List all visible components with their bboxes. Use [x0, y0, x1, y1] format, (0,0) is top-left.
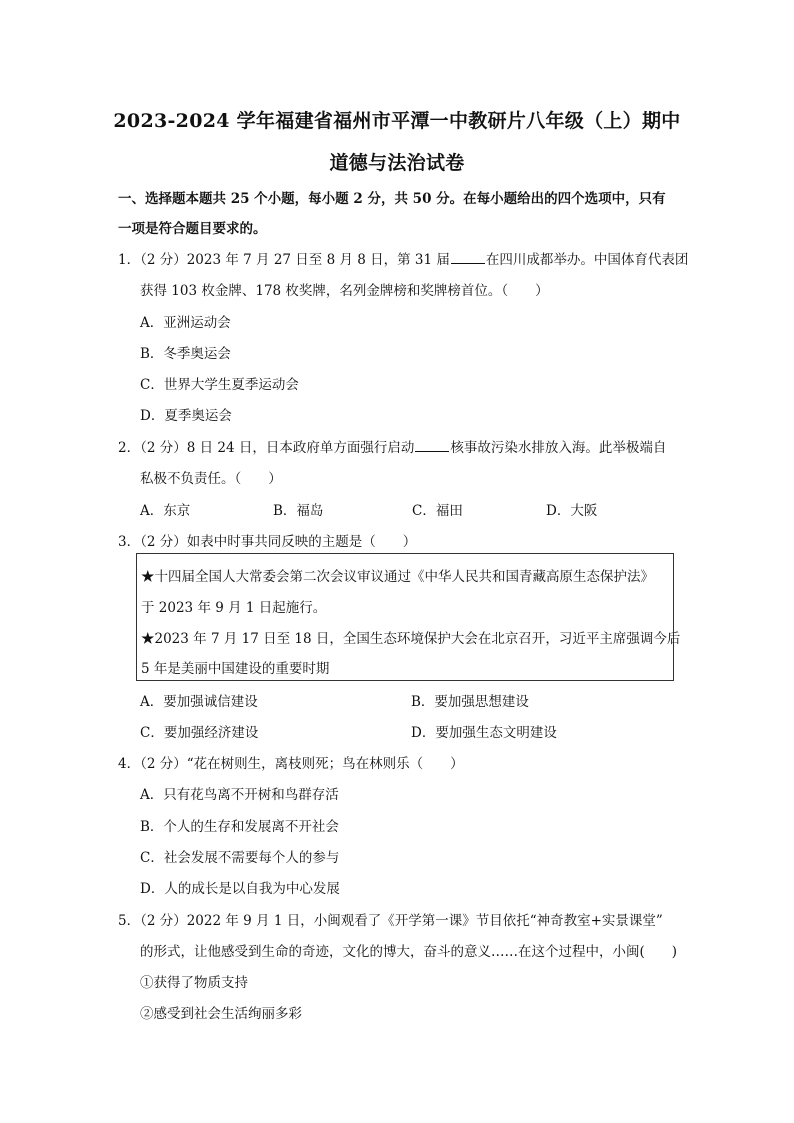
question-5-stem-b: 的形式，让他感受到生命的奇迹，文化的博大，奋斗的意义……在这个过程中，小闽( ): [140, 944, 678, 960]
question-1-stem-a: 1．（2 分）2023 年 7 月 27 日至 8 月 8 日，第 31 届: [118, 252, 450, 268]
question-1-option-a: A．亚洲运动会: [140, 315, 231, 331]
question-1-option-b: B．冬季奥运会: [140, 346, 231, 362]
question-3-stem: 3．（2 分）如表中时事共同反映的主题是（ ）: [118, 534, 417, 550]
question-3-option-b: B．要加强思想建设: [411, 694, 529, 710]
exam-title-line1: 2023-2024 学年福建省福州市平潭一中教研片八年级（上）期中: [113, 110, 681, 132]
question-4-option-a: A．只有花鸟离不开树和鸟群存活: [140, 787, 339, 803]
question-2-stem-a: 2．（2 分）8 日 24 日，日本政府单方面强行启动: [118, 440, 415, 456]
question-1-stem-b: 在四川成都举办。中国体育代表团: [485, 252, 689, 268]
news-item-2-line1: ★2023 年 7 月 17 日至 18 日，全国生态环境保护大会在北京召开，习近平主席强调今后: [141, 631, 681, 647]
question-1-option-c: C．世界大学生夏季运动会: [140, 377, 299, 393]
exam-title-line2: 道德与法治试卷: [329, 152, 465, 174]
question-2-option-b: B．福岛: [273, 503, 324, 519]
news-item-2-line2: 5 年是美丽中国建设的重要时期: [141, 661, 330, 677]
question-3-option-c: C．要加强经济建设: [140, 725, 259, 741]
question-3-option-d: D．要加强生态文明建设: [411, 725, 557, 741]
question-4-option-b: B．个人的生存和发展离不开社会: [140, 819, 339, 835]
section-heading-cont: 一项是符合题目要求的。: [118, 221, 267, 237]
question-5-stem-a: 5．（2 分）2022 年 9 月 1 日，小闽观看了《开学第一课》节目依托“神奇教室+实景课堂”: [118, 913, 663, 929]
news-item-1-line1: ★十四届全国人大常委会第二次会议审议通过《中华人民共和国青藏高原生态保护法》: [141, 569, 654, 585]
question-1-stem-c: 获得 103 枚金牌、178 枚奖牌，名列金牌榜和奖牌榜首位。（ ）: [140, 283, 549, 299]
question-3-news-table: [136, 553, 681, 681]
question-5-item-2: ②感受到社会生活绚丽多彩: [140, 1006, 302, 1022]
question-2-option-c: C．福田: [412, 503, 463, 519]
question-1-option-d: D．夏季奥运会: [140, 408, 232, 424]
question-3-option-a: A．要加强诚信建设: [140, 694, 258, 710]
answer-blank: [415, 438, 449, 452]
question-1-stem: [118, 248, 688, 268]
question-5-item-1: ①获得了物质支持: [140, 975, 248, 991]
question-4-option-d: D．人的成长是以自我为中心发展: [140, 881, 340, 897]
news-item-1-line2: 于 2023 年 9 月 1 日起施行。: [141, 600, 327, 616]
question-2-stem-c: 私极不负责任。（ ）: [140, 471, 282, 487]
question-2-option-a: A．东京: [140, 503, 191, 519]
question-4-option-c: C．社会发展不需要每个人的参与: [140, 850, 340, 866]
question-4-stem: 4．（2 分）“花在树则生，离枝则死；鸟在林则乐（ ）: [118, 756, 464, 772]
section-heading: 一、选择题本题共 25 个小题，每小题 2 分，共 50 分。在每小题给出的四个选项中，只有: [118, 191, 666, 207]
question-2-option-d: D．大阪: [546, 503, 598, 519]
question-2-stem: [118, 436, 666, 456]
answer-blank: [451, 250, 485, 264]
question-2-stem-b: 核事故污染水排放入海。此举极端自: [450, 440, 667, 456]
